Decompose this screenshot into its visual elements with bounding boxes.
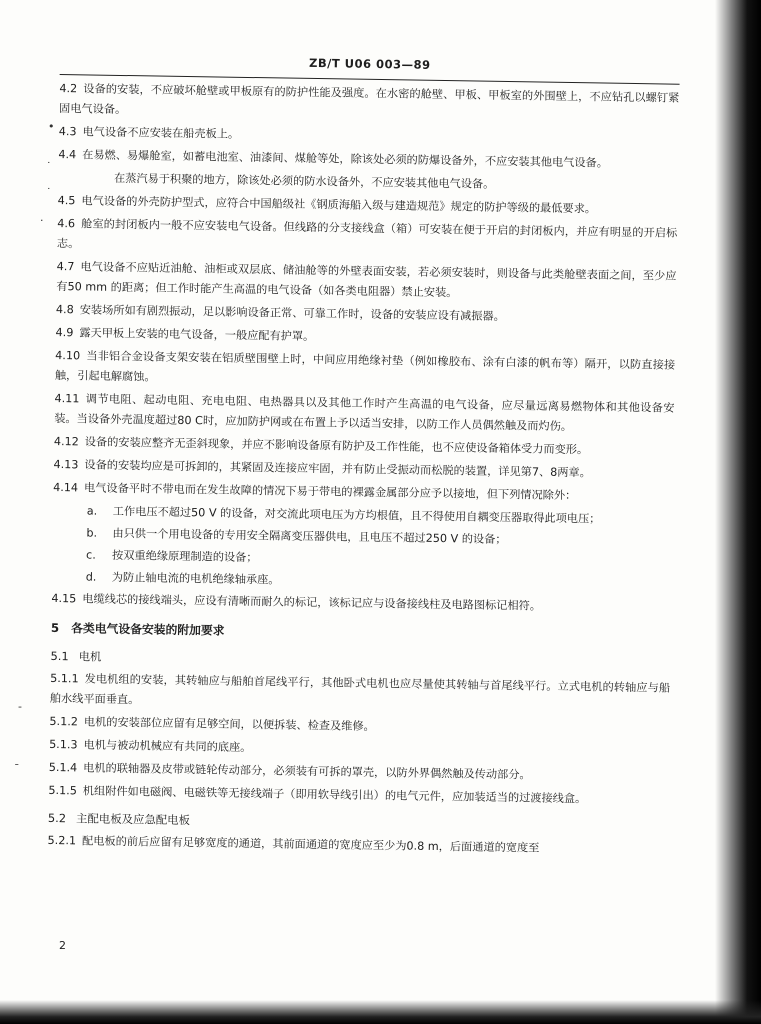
paragraph-text: 电机的安装部位应留有足够空间，以便拆装、检查及维修。 [83, 715, 375, 734]
subsection-title: 电机 [78, 649, 102, 664]
paragraph-number: 4.4 [58, 147, 77, 162]
paragraph-number: 4.7 [56, 259, 75, 274]
paragraph-number: 4.10 [55, 348, 81, 363]
margin-dot-mark: • [48, 120, 55, 133]
paragraph-number: 5.1.1 [50, 671, 79, 686]
paragraph-text: 当非铝合金设备支架安装在铝质壁围壁上时，中间应用绝缘衬垫（例如橡胶布、涂有白漆的帆布等）隔开，以防直接接触，引起电解腐蚀。 [54, 349, 676, 384]
list-letter: d. [85, 570, 97, 584]
margin-dot-mark: · [40, 214, 44, 227]
list-letter: b. [86, 526, 98, 540]
page-content [47, 52, 680, 864]
paragraph-text: 在蒸汽易于积聚的地方，除该处必须的防水设备外，不应安装其他电气设备。 [113, 171, 495, 191]
paragraph-number: 4.15 [51, 591, 77, 606]
paragraph-number: 4.3 [58, 124, 77, 139]
paragraph-text: 电气设备平时不带电而在发生故障的情况下易于带电的裸露金属部分应予以接地，但下列情况除外： [83, 481, 577, 503]
paragraph-text: 电缆线芯的接线端头，应设有清晰而耐久的标记，该标记应与设备接线柱及电路图标记相符。 [82, 592, 542, 613]
paragraph-text: 发电机组的安装，其转轴应与船舶首尾线平行，其他卧式电机也应尽量使其转轴与首尾线平行。立式电机的转轴应与船舶水线平面垂直。 [49, 672, 671, 707]
paragraph-text: 设备的安装应整齐无歪斜现象，并应不影响设备原有防护及工作性能，也不应使设备箱体受力而变形。 [84, 435, 589, 457]
scan-edge-shadow-bottom [0, 1000, 761, 1024]
paragraph-text: 设备的安装均应是可拆卸的，其紧固及连接应牢固，并有防止受振动而松脱的装置，详见第7、8两章。 [84, 458, 591, 480]
paragraph-number: 5.1.5 [48, 783, 77, 798]
page-number: 2 [59, 939, 66, 952]
paragraph-number: 4.11 [54, 391, 80, 406]
paragraph-4-10 [55, 346, 676, 396]
paragraph-number: 4.2 [59, 81, 78, 96]
list-text: 由只供一个用电设备的专用安全隔离变压器供电，且电压不超过250 V 的设备； [112, 526, 507, 547]
paragraph-number: 4.5 [57, 193, 76, 208]
list-letter: a. [86, 504, 98, 518]
paragraph-number: 4.9 [55, 325, 74, 340]
margin-dot-mark: ˙ [46, 186, 52, 199]
margin-dash-mark: ˉ [14, 762, 20, 775]
paragraph-4-7 [56, 257, 677, 307]
margin-dash-mark: - [18, 700, 22, 713]
paragraph-number: 5.2.1 [47, 833, 77, 848]
paragraph-number: 5.1.4 [48, 760, 78, 775]
subsection-number: 5.1 [50, 648, 69, 664]
paragraph-text: 舱室的封闭板内一般不应安装电气设备。但线路的分支接线盒（箱）可安装在便于开启的封闭板内，并应有明显的开启标志。 [56, 217, 678, 251]
paragraph-number: 4.12 [53, 434, 79, 449]
paragraph-4-11 [54, 389, 675, 439]
list-text: 工作电压不超过50 V 的设备，对交流此项电压为方均根值，且不得使用自耦变压器取得此项电压； [112, 504, 601, 526]
scan-edge-shadow-right [715, 0, 761, 1024]
paragraph-text: 调节电阻、起动电阻、充电电阻、电热器具以及其他工作时产生高温的电气设备，应尽量远离易燃物体和其他设备安装。当设备外壳温度超过80 C时，应加防护网或在布置上予以适当安排，以防工作人员偶然触及而灼伤。 [54, 392, 675, 434]
paragraph-5-1-1 [50, 669, 671, 719]
paragraph-text: 机组附件如电磁阀、电磁铁等无接线端子（即用软导线引出）的电气元件，应加装适当的过渡接线盒。 [82, 784, 587, 806]
list-text: 为防止轴电流的电机绝缘轴承座。 [111, 570, 280, 587]
paragraph-text: 设备的安装，不应破坏舱壁或甲板原有的防护性能及强度。在水密的舱壁、甲板、甲板室的外围壁上，不应钻孔以螺钉紧固电气设备。 [59, 82, 680, 117]
subsection-title: 主配电板及应急配电板 [75, 811, 191, 828]
list-text: 按双重绝缘原理制造的设备； [111, 548, 258, 565]
paragraph-4-6 [57, 214, 678, 264]
paragraph-text: 在易燃、易爆舱室，如蓄电池室、油漆间、煤舱等处，除该处必须的防爆设备外，不应安装其他电气设备。 [82, 148, 609, 170]
section-number: 5 [50, 620, 60, 636]
margin-dot-mark: ˙ [46, 160, 52, 173]
subsection-number: 5.2 [47, 810, 67, 826]
section-title: 各类电气设备安装的附加要求 [71, 621, 225, 638]
paragraph-text: 电机与被动机械应有共同的底座。 [83, 738, 252, 755]
standard-header: ZB/T U06 003—89 [308, 55, 431, 72]
list-letter: c. [86, 548, 96, 562]
paragraph-number: 5.1.2 [49, 714, 79, 729]
paragraph-number: 4.14 [53, 480, 79, 495]
paragraph-text: 露天甲板上安装的电气设备，一般应配有护罩。 [79, 326, 315, 344]
paragraph-number: 5.1.3 [49, 737, 78, 752]
paragraph-text: 电气设备不应安装在船壳板上。 [82, 125, 240, 141]
paragraph-number: 4.13 [53, 457, 79, 472]
paragraph-text: 安装场所如有剧烈振动，足以影响设备正常、可靠工作时，设备的安装应设有减振器。 [79, 303, 505, 324]
paragraph-text: 配电板的前后应留有足够宽度的通道，其前面通道的宽度应至少为0.8 m，后面通道的宽度至 [81, 834, 540, 855]
paragraph-number: 4.8 [55, 302, 74, 317]
paragraph-number: 4.6 [57, 216, 76, 231]
paragraph-text: 电气设备的外壳防护型式，应符合中国船级社《钢质海船入级与建造规范》规定的防护等级的最低要求。 [81, 194, 597, 216]
section-5-heading [51, 617, 671, 649]
paragraph-text: 电机的联轴器及皮带或链轮传动部分，必须装有可拆的罩壳，以防外界偶然触及传动部分。 [83, 761, 531, 782]
paragraph-4-2 [59, 79, 680, 129]
paragraph-text: 电气设备不应贴近油舱、油柜或双层底、储油舱等的外壁表面安装，若必须安装时，则设备与此类舱壁表面之间，至少应有50 mm 的距离；但工作时能产生高温的电气设备（如各类电阻器）禁止安装。 [56, 260, 677, 300]
